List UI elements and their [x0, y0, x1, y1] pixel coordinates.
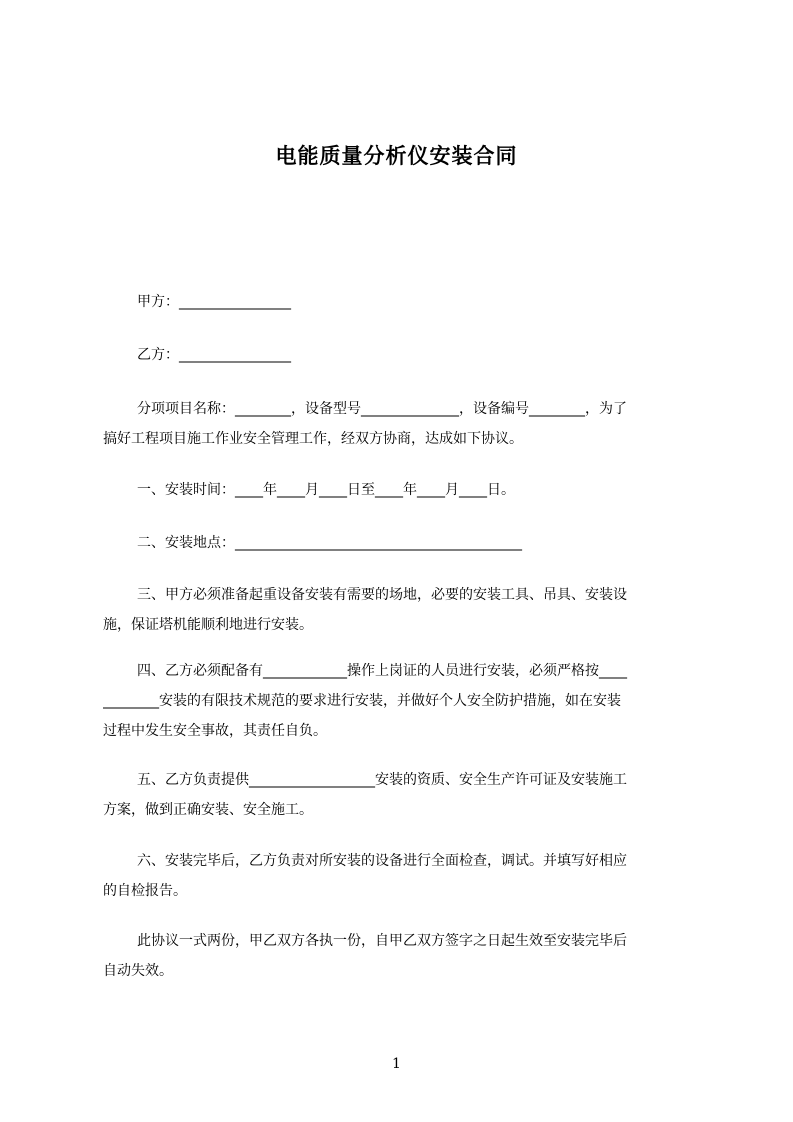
clause-3-line-1: 三、甲方必须准备起重设备安装有需要的场地，必要的安装工具、吊具、安装设 — [137, 587, 627, 603]
page-number: 1 — [392, 1056, 401, 1072]
clause-4-paragraph — [103, 656, 703, 746]
party-a-line: 甲方：________________ — [137, 294, 291, 310]
clause-2-install-location: 二、安装地点：_________________________________________ — [137, 535, 522, 551]
clause-5-paragraph — [103, 765, 703, 825]
clause-6-line-1: 六、安装完毕后，乙方负责对所安装的设备进行全面检查，调试。并填写好相应 — [137, 853, 627, 869]
intro-line-1: 分项项目名称：________，设备型号______________，设备编号________，为了 — [137, 401, 627, 417]
clause-6-line-2: 的自检报告。 — [103, 883, 187, 899]
closing-line-1: 此协议一式两份，甲乙双方各执一份，自甲乙双方签字之日起生效至安装完毕后 — [137, 933, 627, 949]
clause-6-paragraph — [103, 846, 703, 906]
clause-5-line-1: 五、乙方负责提供__________________安装的资质、安全生产许可证及安装施工 — [137, 772, 627, 788]
clause-4-line-3: 过程中发生安全事故，其责任自负。 — [103, 723, 327, 739]
closing-paragraph — [103, 926, 703, 986]
intro-line-2: 搞好工程项目施工作业安全管理工作，经双方协商，达成如下协议。 — [103, 431, 523, 447]
clause-3-paragraph — [103, 580, 703, 640]
closing-line-2: 自动失效。 — [103, 963, 173, 979]
clause-3-line-2: 施，保证塔机能顺利地进行安装。 — [103, 617, 313, 633]
clause-1-install-time: 一、安装时间：____年____月____日至____年____月____日。 — [137, 482, 515, 498]
clause-4-line-1: 四、乙方必须配备有____________操作上岗证的人员进行安装，必须严格按____ — [137, 663, 627, 679]
party-b-line: 乙方：________________ — [137, 347, 291, 363]
intro-paragraph — [103, 394, 703, 454]
document-title: 电能质量分析仪安装合同 — [275, 144, 518, 168]
clause-4-line-2: ________安装的有限技术规范的要求进行安装，并做好个人安全防护措施，如在安装 — [103, 693, 621, 709]
clause-5-line-2: 方案，做到正确安装、安全施工。 — [103, 802, 313, 818]
